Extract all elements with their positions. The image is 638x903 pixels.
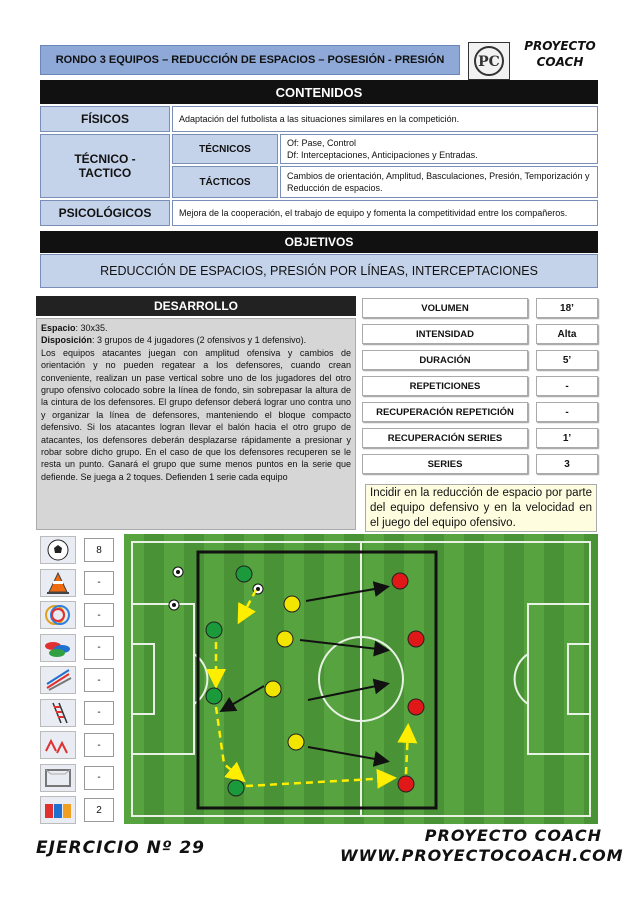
tecnicos-text-df: Df: Interceptaciones, Anticipaciones y Entradas. xyxy=(287,150,478,160)
material-row xyxy=(40,569,120,599)
hurdles-icon xyxy=(40,731,76,759)
parameter-value: Alta xyxy=(536,324,598,344)
tecnicos-label: TÉCNICOS xyxy=(172,134,278,164)
parameter-name: REPETICIONES xyxy=(362,376,528,396)
parameter-value: 3 xyxy=(536,454,598,474)
parameter-value: 18’ xyxy=(536,298,598,318)
material-quantity: - xyxy=(84,766,114,790)
material-row xyxy=(40,634,120,664)
material-quantity: - xyxy=(84,668,114,692)
objetivos-text: REDUCCIÓN DE ESPACIOS, PRESIÓN POR LÍNEAS, INTERCEPTACIONES xyxy=(40,254,598,288)
parameter-value: 1’ xyxy=(536,428,598,448)
parameter-row xyxy=(362,298,598,318)
material-row xyxy=(40,731,120,761)
red-player xyxy=(408,631,424,647)
parameter-row xyxy=(362,376,598,396)
green-player xyxy=(228,780,244,796)
fisicos-text: Adaptación del futbolista a las situaciones similares en la competición. xyxy=(172,106,598,132)
contenidos-heading: CONTENIDOS xyxy=(40,80,598,104)
red-player xyxy=(392,573,408,589)
ball-icon xyxy=(173,567,183,577)
parameter-name: DURACIÓN xyxy=(362,350,528,370)
psicologicos-label: PSICOLÓGICOS xyxy=(40,200,170,226)
desarrollo-heading: DESARROLLO xyxy=(36,296,356,316)
tecnicos-text-of: Of: Pase, Control xyxy=(287,138,357,148)
brand-top xyxy=(515,38,605,70)
parameter-row xyxy=(362,402,598,422)
espacio-line xyxy=(41,322,351,334)
parameter-name: INTENSIDAD xyxy=(362,324,528,344)
tacticos-text: Cambios de orientación, Amplitud, Basculaciones, Presión, Temporización y Reducción de espacios. xyxy=(280,166,598,198)
material-row xyxy=(40,764,120,794)
disposicion-text: : 3 grupos de 4 jugadores (2 ofensivos y 1 defensivo). xyxy=(92,335,307,346)
material-quantity: - xyxy=(84,733,114,757)
exercise-title: RONDO 3 EQUIPOS – REDUCCIÓN DE ESPACIOS – POSESIÓN - PRESIÓN xyxy=(40,45,460,75)
parameter-value: 5’ xyxy=(536,350,598,370)
parameter-row xyxy=(362,324,598,344)
yellow-player xyxy=(284,596,300,612)
poles-icon xyxy=(40,666,76,694)
material-quantity: - xyxy=(84,571,114,595)
parameter-value: - xyxy=(536,402,598,422)
material-row xyxy=(40,536,120,566)
green-player xyxy=(236,566,252,582)
objetivos-heading: OBJETIVOS xyxy=(40,231,598,253)
desarrollo-body: Los equipos atacantes juegan con amplitud ofensiva y cambios de orientación y no pueden regatear a los defensores, cuando crean conveniente, realizan un pase vertical sobre uno de los jugadores del otro grupo ofensivo colocado sobre la línea de fondo, sin sobrepasar la altura de la cintura de los defensores. El grupo defensor deberá lograr uno contra uno y organizar la línea de defensores, manteniendo el bloque compacto defensivo. Si los atacantes logran llevar el balón hacia el otro grupo de atacantes, los defensores deberán desplazarse rápidamente a presionar y robar sobre dicho grupo. En el caso de que los defensores recuperen se le resta un punto. Ganará el grupo que sume menos puntos en la serie que defiende. Se juega a 2 toques. Defienden 1 serie cada equipo xyxy=(41,347,351,482)
yellow-player xyxy=(288,734,304,750)
parameter-name: RECUPERACIÓN REPETICIÓN xyxy=(362,402,528,422)
material-quantity: - xyxy=(84,636,114,660)
red-player xyxy=(398,776,414,792)
hoops-icon xyxy=(40,601,76,629)
psicologicos-text: Mejora de la cooperación, el trabajo de equipo y fomenta la competitividad entre los compañeros. xyxy=(172,200,598,226)
tecnicos-text xyxy=(280,134,598,164)
material-quantity: - xyxy=(84,701,114,725)
brand-line-1: PROYECTO xyxy=(524,39,596,53)
ladder-icon xyxy=(40,699,76,727)
yellow-player xyxy=(265,681,281,697)
material-quantity: - xyxy=(84,603,114,627)
material-row xyxy=(40,699,120,729)
parameter-row xyxy=(362,350,598,370)
tecnico-tactico-label: TÉCNICO - TACTICO xyxy=(40,134,170,198)
material-quantity: 8 xyxy=(84,538,114,562)
desarrollo-description xyxy=(36,318,356,530)
logo xyxy=(468,42,510,80)
green-player xyxy=(206,622,222,638)
espacio-text: : 30x35. xyxy=(75,323,108,333)
exercise-number: EJERCICIO Nº 29 xyxy=(36,838,206,858)
parameter-value: - xyxy=(536,376,598,396)
logo-text: PC xyxy=(478,54,500,70)
parameter-name: RECUPERACIÓN SERIES xyxy=(362,428,528,448)
yellow-player xyxy=(277,631,293,647)
coaching-note: Incidir en la reducción de espacio por parte del equipo defensivo y en la velocidad en el juego del equipo ofensivo. xyxy=(365,484,597,532)
material-row xyxy=(40,601,120,631)
parameter-name: SERIES xyxy=(362,454,528,474)
green-player xyxy=(206,688,222,704)
espacio-label: Espacio xyxy=(41,323,76,333)
brand-line-2: COACH xyxy=(536,55,584,69)
footer-url: WWW.PROYECTOCOACH.COM xyxy=(340,846,624,865)
material-quantity: 2 xyxy=(84,798,114,822)
tacticos-label: TÁCTICOS xyxy=(172,166,278,198)
material-row xyxy=(40,796,120,826)
red-player xyxy=(408,699,424,715)
parameter-row xyxy=(362,454,598,474)
pitch-diagram xyxy=(124,534,598,824)
parameter-row xyxy=(362,428,598,448)
bibs-icon xyxy=(40,796,76,824)
footer-brand-name: PROYECTO COACH xyxy=(424,826,602,845)
disposicion-line xyxy=(41,334,351,346)
logo-emblem-icon xyxy=(472,45,506,77)
footer-brand xyxy=(340,826,624,866)
goal-icon xyxy=(40,764,76,792)
fisicos-label: FÍSICOS xyxy=(40,106,170,132)
material-row xyxy=(40,666,120,696)
disposicion-label: Disposición xyxy=(41,335,93,346)
parameter-name: VOLUMEN xyxy=(362,298,528,318)
ball-icon xyxy=(40,536,76,564)
ball-icon xyxy=(169,600,179,610)
markers-icon xyxy=(40,634,76,662)
cone-icon xyxy=(40,569,76,597)
